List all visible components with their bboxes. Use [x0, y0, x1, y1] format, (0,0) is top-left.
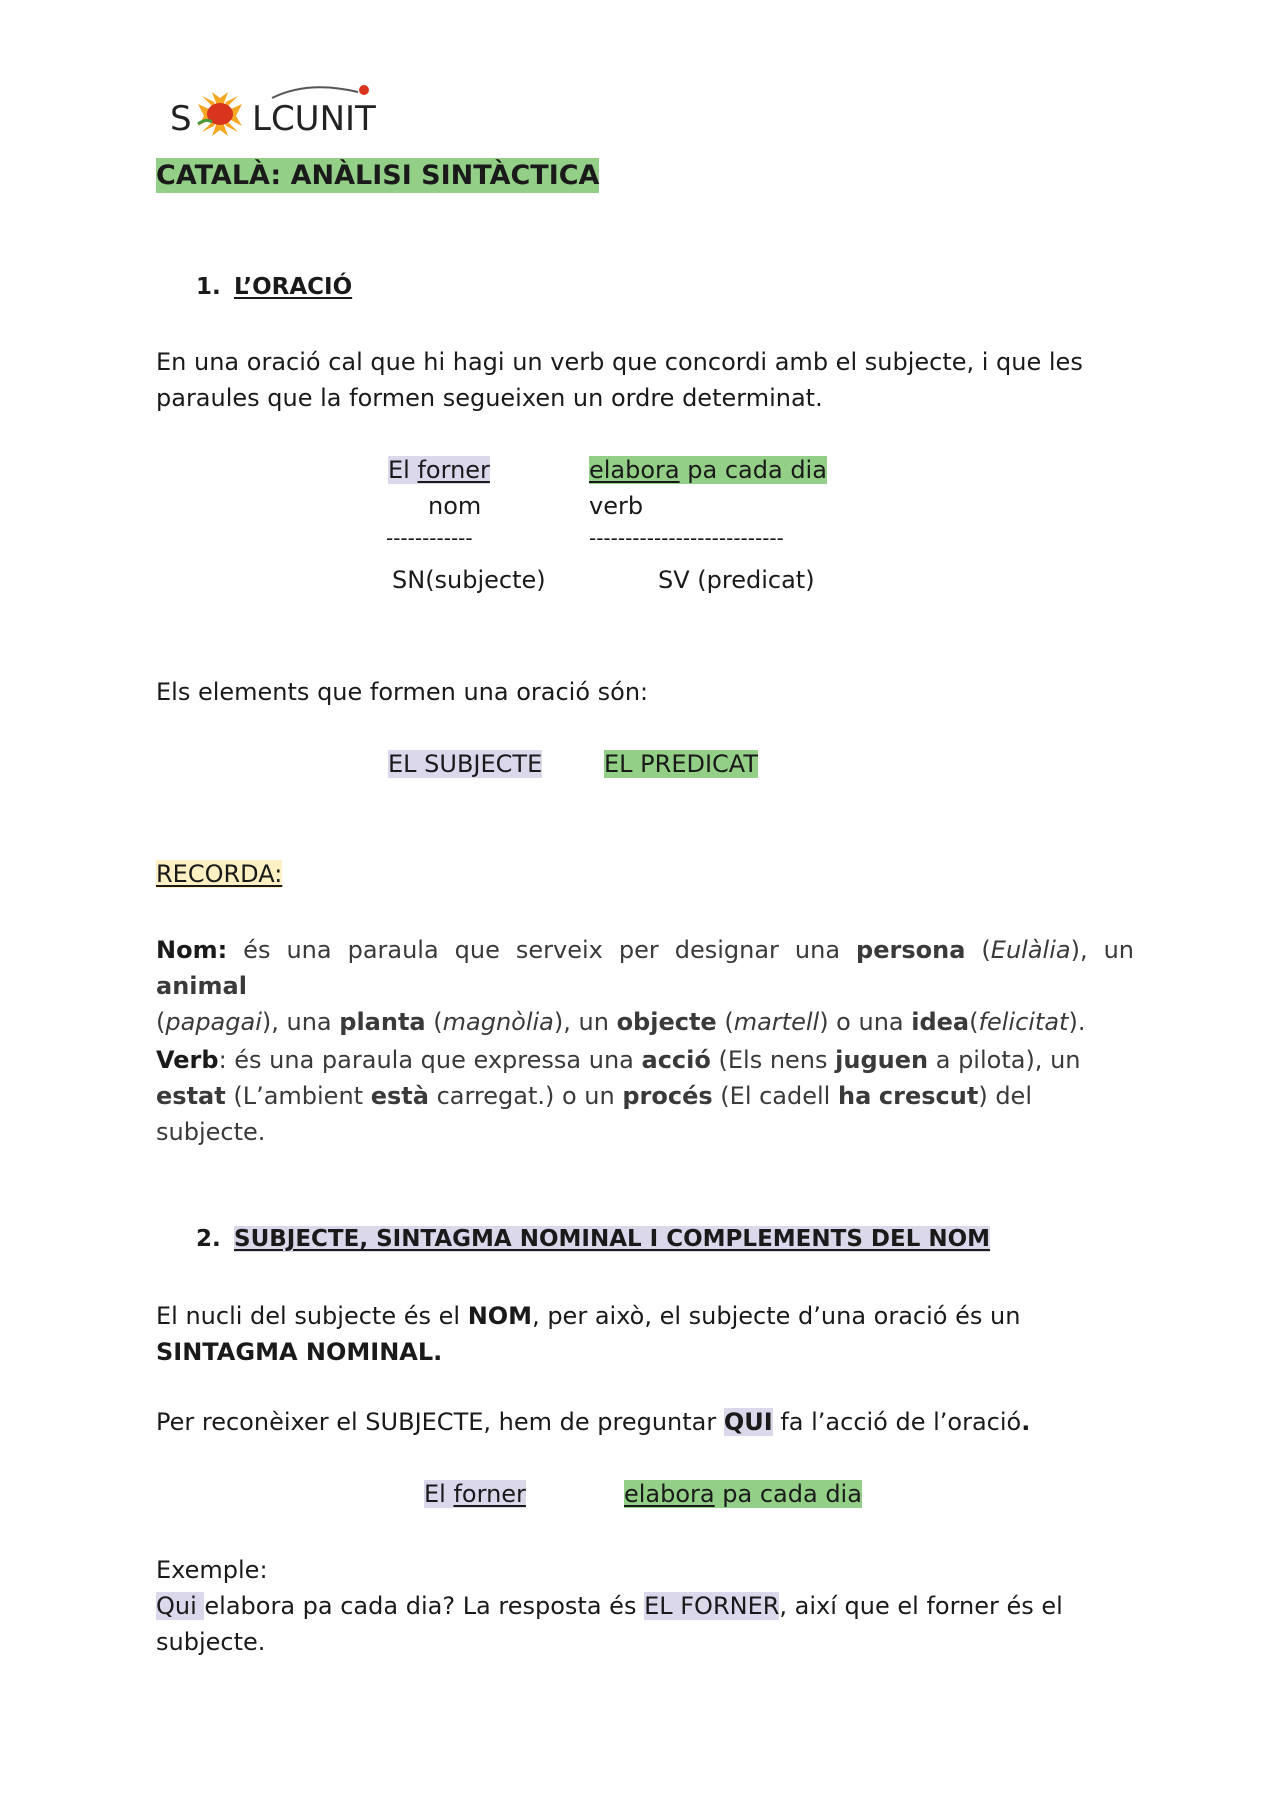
s2-p1-line-1: [156, 1298, 1134, 1334]
example-sn-article: El: [424, 1480, 446, 1508]
diagram-label-nom: nom: [428, 492, 482, 520]
elements-text: Els elements que formen una oració són:: [156, 678, 649, 706]
term-accio: acció: [641, 1046, 711, 1074]
text: .: [1021, 1408, 1031, 1436]
svg-text:LCUNIT: LCUNIT: [252, 99, 376, 139]
exemple-line-1: [156, 1588, 1134, 1624]
text: (: [156, 1008, 166, 1036]
example-sv: [624, 1480, 862, 1508]
text: (L’ambient: [225, 1082, 371, 1110]
text: ) o una: [819, 1008, 912, 1036]
diagram-sn-noun: forner: [417, 456, 490, 484]
example-magnolia: magnòlia: [442, 1008, 554, 1036]
term-objecte: objecte: [616, 1008, 717, 1036]
text: (El cadell: [712, 1082, 838, 1110]
term-qui: QUI: [723, 1408, 773, 1436]
text: ) del: [978, 1082, 1032, 1110]
diagram-sv-verb: elabora: [589, 456, 680, 484]
text: carregat.) o un: [428, 1082, 623, 1110]
section-2-p2: [156, 1408, 1030, 1436]
text: (: [969, 1008, 979, 1036]
section-1-number: 1.: [196, 274, 221, 300]
term-proces: procés: [622, 1082, 713, 1110]
page-title: CATALÀ: ANÀLISI SINTÀCTICA: [156, 160, 600, 191]
term-animal: animal: [156, 972, 247, 1000]
text: (: [965, 936, 991, 964]
example-martell: martell: [733, 1008, 820, 1036]
text: elabora pa cada dia? La resposta és: [204, 1592, 645, 1620]
diagram-sn: [388, 456, 490, 484]
term-persona: persona: [856, 936, 966, 964]
diagram-dash-right: ---------------------------: [589, 526, 784, 550]
text: ), un: [553, 1008, 617, 1036]
section-1-title: L’ORACIÓ: [234, 274, 353, 300]
example-sv-rest: pa cada dia: [722, 1480, 862, 1508]
intro-line-2: paraules que la formen segueixen un ordre determinat.: [156, 384, 823, 412]
diagram-sn-article: El: [388, 456, 410, 484]
text: Per reconèixer el SUBJECTE, hem de preguntar: [156, 1408, 724, 1436]
example-papagai: papagai: [165, 1008, 262, 1036]
diagram-label-verb: verb: [589, 492, 644, 520]
text: ).: [1068, 1008, 1086, 1036]
diagram-sn-label: SN(subjecte): [392, 566, 546, 594]
diagram-sv-label: SV (predicat): [658, 566, 815, 594]
section-2-heading: [196, 1226, 990, 1252]
text: , per això, el subjecte d’una oració és un: [532, 1302, 1021, 1330]
term-crescut: crescut: [878, 1082, 979, 1110]
ladybug-icon: [359, 85, 369, 95]
term-ha: ha: [837, 1082, 872, 1110]
nom-label: Nom:: [156, 936, 228, 964]
exemple-label: Exemple:: [156, 1556, 268, 1584]
subjecte-tag: EL SUBJECTE: [388, 750, 543, 778]
example-felicitat: felicitat: [978, 1008, 1069, 1036]
diagram-sv-rest: pa cada dia: [687, 456, 827, 484]
term-estat: estat: [156, 1082, 226, 1110]
svg-text:S: S: [170, 99, 192, 139]
term-juguen: juguen: [835, 1046, 929, 1074]
nom-def-line-2: [156, 1004, 1134, 1040]
example-sn-noun: forner: [453, 1480, 526, 1508]
verb-def-line-2: [156, 1078, 1134, 1114]
text: (: [716, 1008, 734, 1036]
predicat-tag: EL PREDICAT: [604, 750, 759, 778]
text: El nucli del subjecte és el: [156, 1302, 468, 1330]
text: ), un: [1070, 936, 1134, 964]
verb-def-line-3: subjecte.: [156, 1118, 266, 1146]
section-2-number: 2.: [196, 1226, 221, 1252]
section-2-title: SUBJECTE, SINTAGMA NOMINAL I COMPLEMENTS DEL NOM: [234, 1226, 991, 1252]
nom-definition: [156, 932, 1134, 1040]
section-1-heading: [196, 274, 352, 300]
term-idea: idea: [911, 1008, 970, 1036]
example-sn: [424, 1480, 526, 1508]
exemple-block: [156, 1552, 1134, 1660]
recorda-label: RECORDA:: [156, 860, 283, 888]
text: (Els nens: [710, 1046, 836, 1074]
text: , així que el forner és el: [779, 1592, 1063, 1620]
term-el-forner: EL FORNER: [644, 1592, 780, 1620]
diagram-sv: [589, 456, 827, 484]
nom-def-line-1: [156, 932, 1134, 1004]
verb-definition: [156, 1042, 1134, 1150]
term-planta: planta: [339, 1008, 426, 1036]
term-nom: NOM: [467, 1302, 533, 1330]
solcunit-logo: [168, 78, 408, 144]
text: ), una: [261, 1008, 340, 1036]
exemple-line-2: subjecte.: [156, 1628, 266, 1656]
section-2-p1: [156, 1298, 1134, 1370]
example-sv-verb: elabora: [624, 1480, 715, 1508]
text: és una paraula que serveix per designar una: [227, 936, 857, 964]
text: a pilota), un: [928, 1046, 1081, 1074]
text: : és una paraula que expressa una: [218, 1046, 642, 1074]
text: (: [425, 1008, 443, 1036]
term-qui-example: Qui: [156, 1592, 205, 1620]
text: fa l’acció de l’oració: [772, 1408, 1022, 1436]
s2-p1-line-2: SINTAGMA NOMINAL.: [156, 1338, 443, 1366]
sun-icon: [198, 92, 242, 136]
diagram-dash-left: ------------: [386, 526, 473, 550]
term-esta: està: [370, 1082, 429, 1110]
example-eulalia: Eulàlia: [990, 936, 1071, 964]
verb-def-line-1: [156, 1042, 1134, 1078]
verb-label: Verb: [156, 1046, 219, 1074]
intro-line-1: En una oració cal que hi hagi un verb que concordi amb el subjecte, i que les: [156, 348, 1083, 376]
section-1-intro: [156, 344, 1134, 416]
